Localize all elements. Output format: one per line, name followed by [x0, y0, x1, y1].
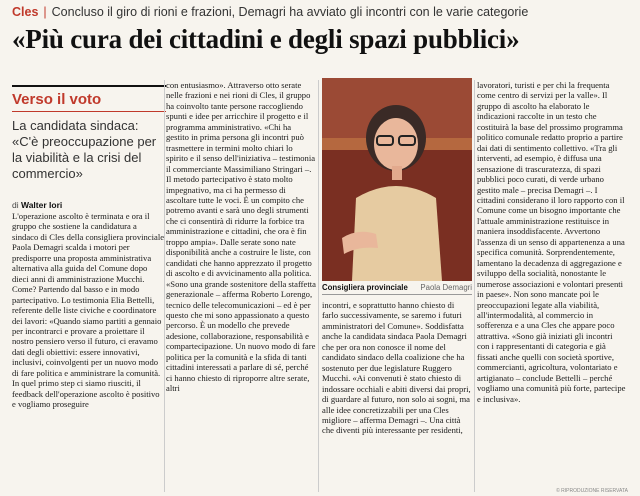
article-column-2	[166, 80, 316, 492]
byline-author: Walter Iori	[21, 200, 63, 210]
column-divider	[164, 80, 165, 492]
column-divider	[474, 80, 475, 492]
article-column-1	[12, 211, 164, 493]
caption-text: Consigliera provinciale	[322, 283, 408, 292]
kicker-separator: |	[43, 5, 47, 19]
sidebar-title: Verso il voto	[12, 91, 166, 112]
copyright-notice: © RIPRODUZIONE RISERVATA	[556, 488, 628, 494]
article-text: incontri, e soprattutto hanno chiesto di farlo successivamente, se saremo i futuri amministratori del Comune». Soddisfatta anche la candidata sindaca Paola Demagri che per ora non conosce il nome del candidato sindaco della coalizione che ha sostenuto per due legislature Ruggero Mucchi. «Ai convenuti è stato chiesto di indossare occhiali e abiti diversi dai propri, di guardare al futuro, non solo ai sogni, ma alle idee concretizzabili per una Cles migliore – afferma Demagri –. Una città che diventi più interessante per residenti,	[322, 300, 471, 436]
kicker-location: Cles	[12, 5, 39, 19]
article-text: lavoratori, turisti e per chi la frequenta come centro di servizi per la valle». Il gruppo di ascolto ha elaborato le indicazioni raccolte in un testo che costituirà la base del prossimo programma politico comunale redatto proprio a partire dai dati di sentimento collettivo. «Tra gli interventi, ad esempio, è diffusa una sensazione di trascuratezza, di spazi pubblici poco curati, di verde urbano gestito male – precisa Demagri –. I cittadini considerano il loro rapporto con il Comune come un bisogno importante che l'attuale amministrazione restituisce in maniera insoddisfacente. Avvertono l'assenza di un senso di appartenenza a una specifica comunità. Sorprendentemente, lamentano la decadenza di aggregazione e sviluppo della socialità, nonostante le numerose associazioni e volontari presenti in paese». Non sono mancate poi le preoccupazioni legate alla viabilità, all'intermodalità, al commercio in sofferenza e a una Cles che appare poco attrattiva. «Sono già iniziati gli incontri con i rappresentanti di categoria e già fissati anche quelli con società sportive, commercianti, agricoltura, volontariato e artigianato – conclude Bettelli – perché vogliamo una comunità più forte, partecipe e inclusiva».	[477, 80, 626, 404]
caption-credit: Paola Demagri	[420, 283, 472, 292]
byline	[12, 200, 166, 210]
kicker-text: Concluso il giro di rioni e frazioni, Demagri ha avviato gli incontri con le varie categorie	[51, 5, 529, 19]
sidebar-box	[12, 85, 166, 182]
portrait-illustration	[322, 78, 472, 281]
article-kicker	[12, 5, 632, 19]
byline-prefix: di	[12, 200, 19, 210]
headline: «Più cura dei cittadini e degli spazi pubblici»	[12, 24, 520, 54]
portrait-photo	[322, 78, 472, 281]
photo-caption	[322, 283, 472, 295]
article-column-4	[477, 80, 627, 492]
column-divider	[318, 80, 319, 492]
sidebar-subtitle: La candidata sindaca: «C'è preoccupazione per la viabilità e la crisi del commercio»	[12, 118, 157, 181]
article-text: L'operazione ascolto è terminata e ora il gruppo che sostiene la candidatura a sindaco di Cles della consigliera provinciale Paola Demagri scalda i motori per predisporre una proposta amministrativa alternativa alla guida del Comune dopo dieci anni di amministrazione Mucchi. Come? Partendo dal basso e in modo partecipativo. Lo testimonia Elia Bettelli, referente delle liste civiche e coordinatore dei lavori: «Quando siamo partiti a gennaio per incontrarci e provare a proiettare il nostro pensiero verso il futuro, ci eravamo dati degli obiettivi: essere innovativi, inclusivi, coinvolgenti per un nuovo modo di fare politica e amministrare la comunità. In quel primo step ci siamo riusciti, il feedback dell'operazione ascolto è positivo e vogliamo proseguire	[12, 211, 164, 410]
article-text: con entusiasmo». Attraverso otto serate nelle frazioni e nei rioni di Cles, il gruppo ha coinvolto tante persone raccogliendo spunti e idee per arricchire il progetto e il programma amministrativo. «Chi ha gestito in prima persona gli incontri può trasmettere in termini molto chiari lo spirito e il senso dell'iniziativa – testimonia il commerciante Massimiliano Stringari –. Il metodo partecipativo è stato molto impegnativo, ma ci ha permesso di ascoltare tutte le voci. È un compito che potremo avanti e sarà uno degli strumenti che ci consentirà di ridurre la forbice tra amministrazione e cittadini, che ora è fin troppo ampia». Dalle serate sono nate disponibilità anche a costruire le liste, con candidati che hanno apprezzato il progetto di ascolto e di avvicinamento alla politica. «Sono una grande sostenitore della staffetta generazionale – afferma Roberto Lorengo, tecnico delle telecomunicazioni – ed è per questo che mi sono appassionato a questo percorso. È un modello che prevede adesione, collaborazione, responsabilità e compartecipazione. Un nuovo modo di fare politica per la comunità e la sfida di tanti cittadini interessati a parlare di sé, perché ci hanno chiesto di riproporre altre serate, altri	[166, 80, 316, 394]
article-column-3	[322, 300, 472, 492]
